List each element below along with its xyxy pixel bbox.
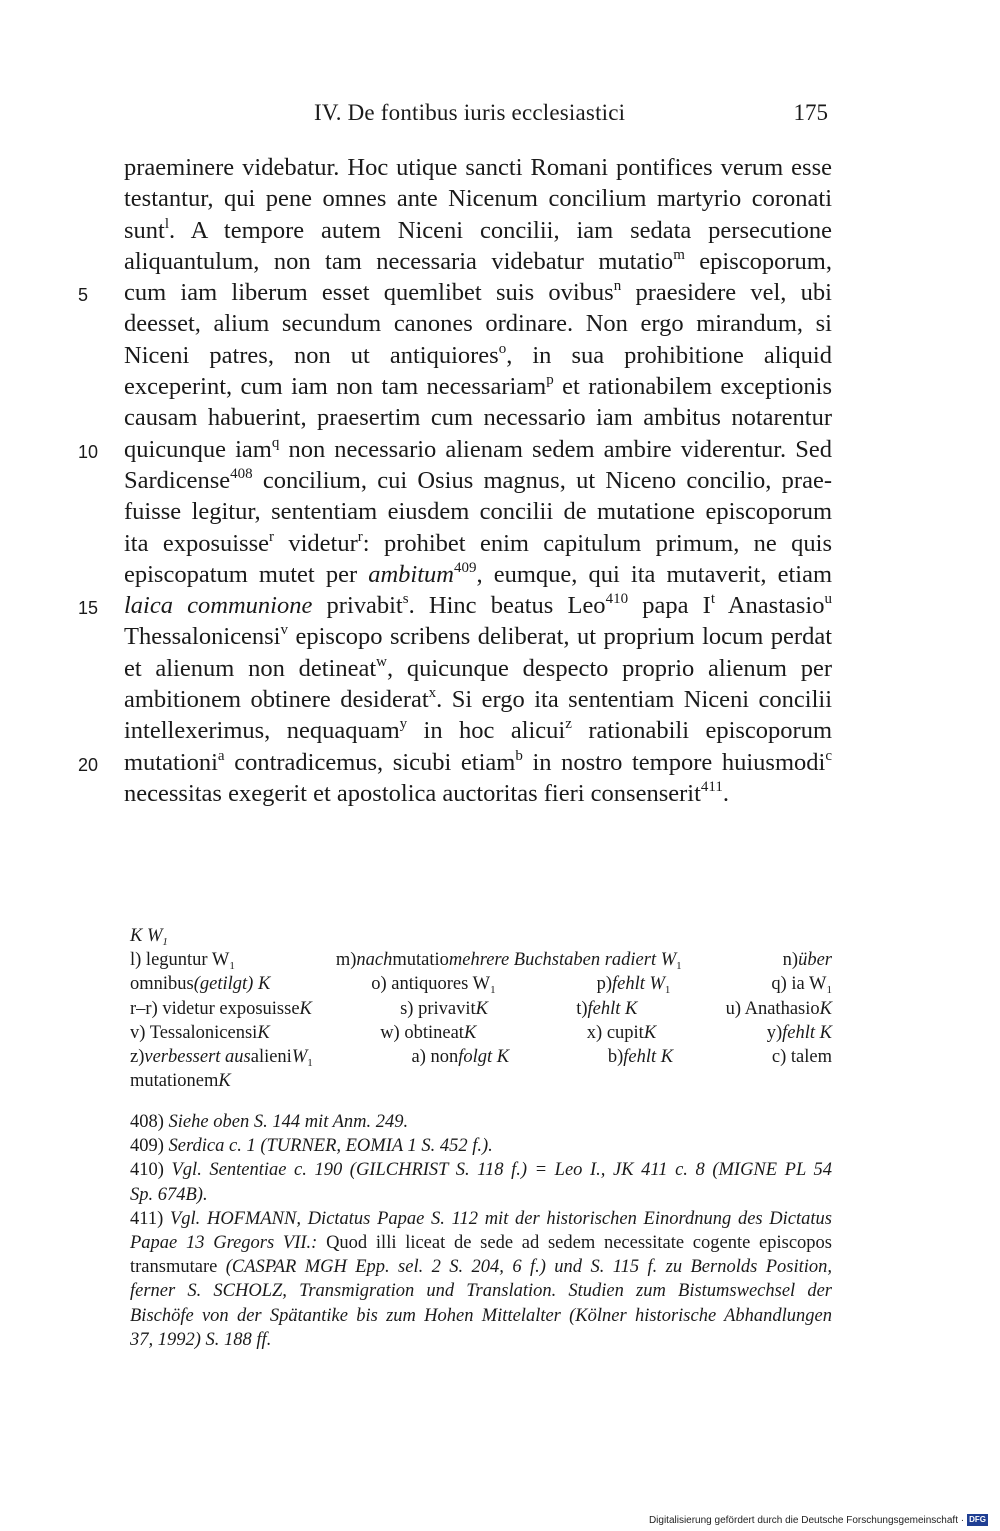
text-line: testantur, qui pene omnes ante Nicenum concilium martyrio coronati <box>124 185 832 213</box>
apparatus-line <box>130 1069 832 1093</box>
apparatus-entry: b)fehlt K <box>607 1046 674 1067</box>
text-line: exceperint, cum iam non tam necessariam$^p$ et rationabilem exceptionis <box>124 372 833 401</box>
page-number: 175 <box>793 100 828 125</box>
apparatus-line <box>130 972 832 996</box>
text-line: sunt$^l$. A tempore autem Niceni concilii, iam sedata persecutione <box>124 215 832 244</box>
footnote-409: 409) Serdica c. 1 (TURNER, EOMIA 1 S. 452 f.). <box>130 1136 493 1157</box>
footnote-411-cont: transmutare (CASPAR MGH Epp. sel. 2 S. 204, 6 f.) und S. 115 f. zu Bernolds Position, <box>130 1257 832 1278</box>
text-line: ita exposuisse$^r$ videtur$^r$: prohibet enim capitulum primum, ne quis <box>124 528 833 557</box>
apparatus-line <box>130 1045 832 1069</box>
apparatus-entry: u) AnathasioK <box>725 998 832 1019</box>
apparatus-entry: v) TessalonicensiK <box>130 1022 270 1043</box>
footnote-411-cont: ferner S. SCHOLZ, Transmigration und Translation. Studien zum Bistumswechsel der <box>130 1281 832 1302</box>
apparatus-entry: s) privavitK <box>400 998 488 1019</box>
apparatus-entry: o) antiquores $W_1$ <box>371 974 496 997</box>
text-line: 10 quicunque iam$^q$ non necessario alienam sedem ambire viderentur. Sed <box>124 434 832 465</box>
apparatus-entry: w) obtineatK <box>380 1022 477 1043</box>
footnotes <box>130 1110 832 1352</box>
digitization-credit <box>649 1514 988 1526</box>
apparatus-line <box>130 948 832 972</box>
text-line: aliquantulum, non tam necessaria videbatur mutatio$^m$ episcoporum, <box>124 246 832 275</box>
text-line: intellexerimus, nequaquam$^y$ in hoc alicui$^z$ rationabili episcoporum <box>124 716 833 745</box>
main-text <box>78 152 833 809</box>
footnote-411: 411) Vgl. HOFMANN, Dictatus Papae S. 112 mit der historischen Einordnung des Dictatus <box>130 1208 832 1229</box>
apparatus-entry: c) talem <box>771 1046 832 1067</box>
line-number: 10 <box>78 441 99 462</box>
text-line: causam habuerint, praesertim cum necessario iam ambitus notarentur <box>124 404 832 432</box>
apparatus-sigla: K $W_1$ <box>130 926 168 948</box>
footnote-411-cont: Bischöfe von der Spätantike bis zum Hohen Mittelalter (Kölner historische Abhandlungen <box>130 1305 832 1326</box>
apparatus-entry: r–r) videtur exposuisseK <box>130 998 312 1019</box>
apparatus-entry: mutationemK <box>130 1071 231 1092</box>
text-line: 15 laica communione privabit$^s$. Hinc beatus Leo$^{410}$ papa $I^t$ Anastasio$^u$ <box>124 590 832 621</box>
text-line: Niceni patres, non ut antiquiores$^o$, in sua prohibitione aliquid <box>124 340 832 369</box>
line-number: 5 <box>78 285 89 306</box>
apparatus-entry: m)nachmutatiomehrere Buchstaben radiert $W_1$ <box>335 950 682 973</box>
apparatus-entry: z)verbessert ausalieniW$_1$ <box>130 1046 313 1069</box>
text-line: praeminere videbatur. Hoc utique sancti Romani pontifices verum esse <box>124 154 832 181</box>
text-line: necessitas exegerit et apostolica auctoritas fieri consenserit$^{411}$. <box>124 778 729 807</box>
apparatus-entry: t)fehlt K <box>576 998 638 1019</box>
apparatus-entry: p)fehlt $W_1$ <box>596 974 671 997</box>
text-line: 20 mutationi$^a$ contradicemus, sicubi etiam$^b$ in nostro tempore huiusmodi$^c$ <box>124 747 832 778</box>
credit-text: Digitalisierung gefördert durch die Deutsche Forschungsgemeinschaft · <box>648 1514 965 1526</box>
running-header <box>314 100 834 132</box>
apparatus-line <box>130 997 832 1021</box>
footnote-411-cont: 37, 1992) S. 188 ff. <box>130 1329 272 1350</box>
apparatus-entry: n)über <box>782 950 832 971</box>
footnote-408: 408) Siehe oben S. 144 mit Anm. 249. <box>130 1112 409 1132</box>
text-line: 5 cum iam liberum esset quemlibet suis ovibus$^n$ praesidere vel, ubi <box>124 277 832 308</box>
text-line: episcopatum mutet per ambitum$^{409}$, eumque, qui ita mutaverit, etiam <box>124 559 833 588</box>
apparatus-entry: x) cupitK <box>586 1022 657 1043</box>
running-title: IV. De fontibus iuris ecclesiastici <box>314 100 626 125</box>
apparatus-entry: q) ia $W_1$ <box>771 974 832 997</box>
footnote-410-cont: Sp. 674B). <box>130 1184 208 1205</box>
dfg-logo-icon: DFG <box>969 1515 986 1524</box>
footnote-410: 410) Vgl. Sententiae c. 190 (GILCHRIST S. 118 f.) = Leo I., JK 411 c. 8 (MIGNE PL 54 <box>130 1160 832 1181</box>
text-line: ambitionem obtinere desiderat$^x$. Si ergo ita sententiam Niceni concilii <box>124 685 833 714</box>
apparatus-line <box>130 1021 832 1045</box>
line-number: 15 <box>78 598 99 619</box>
text-line: Sardicense$^{408}$ concilium, cui Osius magnus, ut Niceno concilio, prae- <box>124 465 832 494</box>
apparatus-entry: l) leguntur $W_1$ <box>130 950 235 973</box>
text-line: Thessalonicensi$^v$ episcopo scribens deliberat, ut proprium locum perdat <box>124 622 832 651</box>
text-line: fuisse legitur, sententiam eiusdem concilii de mutatione episcoporum <box>124 498 832 526</box>
text-line: et alienum non detineat$^w$, quicunque despecto proprio alienum per <box>124 653 832 682</box>
apparatus-entry: omnibus(getilgt) K <box>130 974 271 995</box>
line-number: 20 <box>78 754 99 775</box>
footnote-411-cont: Papae 13 Gregors VII.: Quod illi liceat de sede ad sedem necessitate cogente episcopos <box>130 1232 833 1253</box>
critical-apparatus <box>130 924 832 1093</box>
apparatus-entry: a) nonfolgt K <box>411 1046 510 1067</box>
text-line: deesset, alium secundum canones ordinare. Non ergo mirandum, si <box>124 310 832 338</box>
apparatus-entry: y)fehlt K <box>766 1022 832 1043</box>
